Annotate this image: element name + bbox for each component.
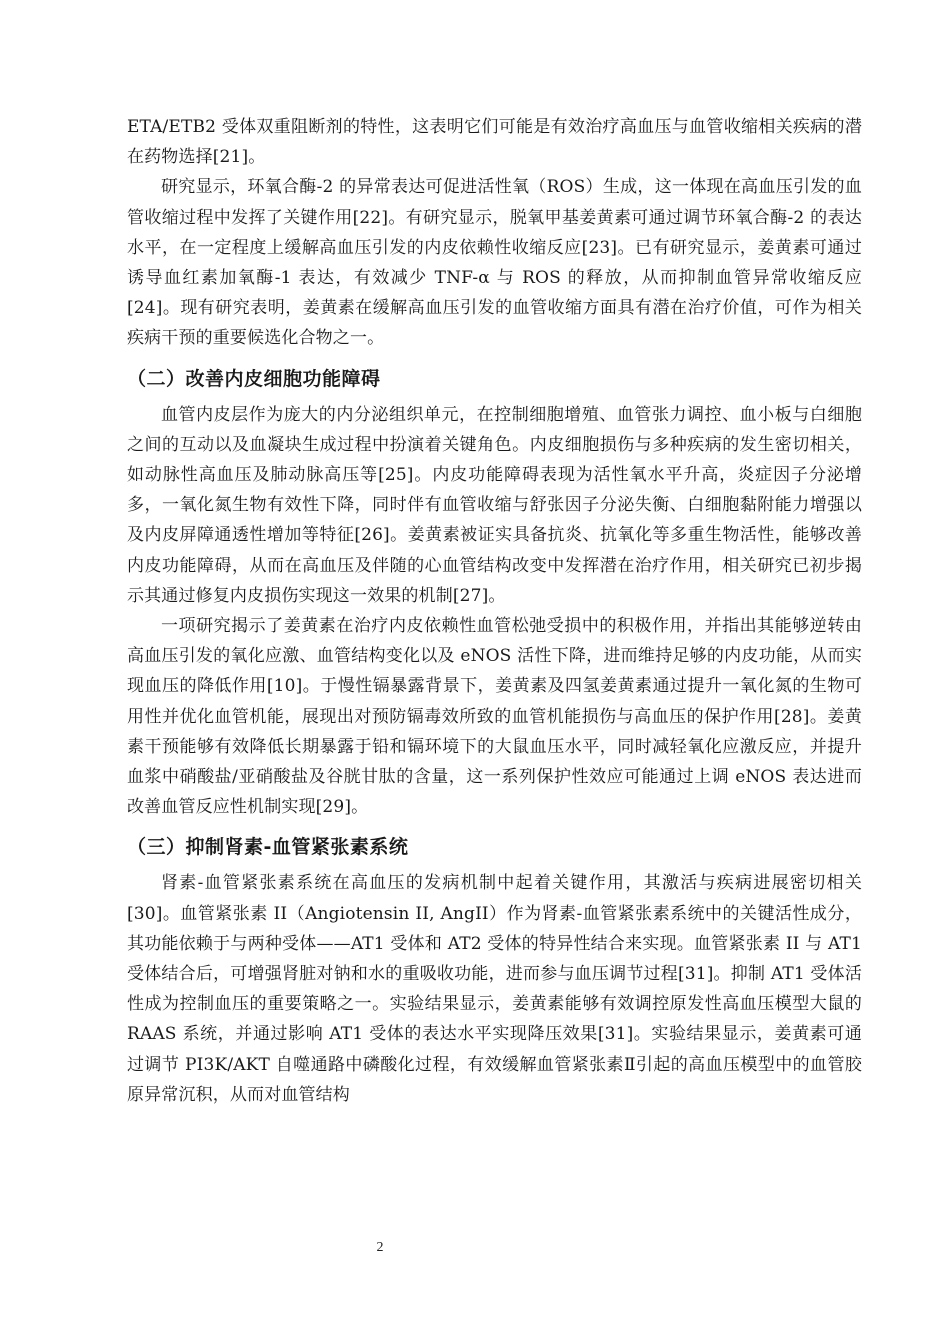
paragraph-enos: 一项研究揭示了姜黄素在治疗内皮依赖性血管松弛受损中的积极作用，并指出其能够逆转由高血压引发的氧化应激、血管结构变化以及 eNOS 活性下降，进而维持足够的内皮功能，从而实现血压的降低作用[10]。于慢性镉暴露背景下，姜黄素及四氢姜黄素通过提升一氧化氮的生物可用性并优化血管机能，展现出对预防镉毒效所致的血管机能损伤与高血压的保护作用[28]。姜黄素干预能够有效降低长期暴露于铅和镉环境下的大鼠血压水平，同时减轻氧化应激反应，并提升血浆中硝酸盐/亚硝酸盐及谷胱甘肽的含量，这一系列保护性效应可能通过上调 eNOS 表达进而改善血管反应性机制实现[29]。 — [127, 616, 862, 818]
page-number: 2 — [376, 1240, 384, 1255]
paragraph-endothelium: 血管内皮层作为庞大的内分泌组织单元，在控制细胞增殖、血管张力调控、血小板与白细胞之间的互动以及血凝块生成过程中扮演着关键角色。内皮细胞损伤与多种疾病的发生密切相关，如动脉性高血压及肺动脉高压等[25]。内皮功能障碍表现为活性氧水平升高，炎症因子分泌增多，一氧化氮生物有效性下降，同时伴有血管收缩与舒张因子分泌失衡、白细胞黏附能力增强以及内皮屏障通透性增加等特征[26]。姜黄素被证实具备抗炎、抗氧化等多重生物活性，能够改善内皮功能障碍，从而在高血压及伴随的心血管结构改变中发挥潜在治疗作用，相关研究已初步揭示其通过修复内皮损伤实现这一效果的机制[27]。 — [127, 404, 862, 606]
paragraph-cox2: 研究显示，环氧合酶-2 的异常表达可促进活性氧（ROS）生成，这一体现在高血压引发的血管收缩过程中发挥了关键作用[22]。有研究显示，脱氧甲基姜黄素可通过调节环氧合酶-2 的表达水平，在一定程度上缓解高血压引发的内皮依赖性收缩反应[23]。已有研究显示，姜黄素可通过诱导血红素加氧酶-1 表达，有效减少 TNF-α 与 ROS 的释放，从而抑制血管异常收缩反应[24]。现有研究表明，姜黄素在缓解高血压引发的血管收缩方面具有潜在治疗价值，可作为相关疾病干预的重要候选化合物之一。 — [127, 177, 862, 349]
document-body — [127, 112, 862, 1110]
paragraph-continuation: ETA/ETB2 受体双重阻断剂的特性，这表明它们可能是有效治疗高血压与血管收缩相关疾病的潜在药物选择[21]。 — [127, 117, 862, 168]
section-heading-raas: （三）抑制肾素-血管紧张素系统 — [127, 836, 409, 859]
section-heading-endothelial: （二）改善内皮细胞功能障碍 — [127, 367, 381, 390]
paragraph-raas: 肾素-血管紧张素系统在高血压的发病机制中起着关键作用，其激活与疾病进展密切相关[30]。血管紧张素 II（Angiotensin II, AngII）作为肾素-血管紧张素系统中的关键活性成分，其功能依赖于与两种受体——AT1 受体和 AT2 受体的特异性结合来实现。血管紧张素 II 与 AT1 受体结合后，可增强肾脏对钠和水的重吸收功能，进而参与血压调节过程[31]。抑制 AT1 受体活性成为控制血压的重要策略之一。实验结果显示，姜黄素能够有效调控原发性高血压模型大鼠的 RAAS 系统，并通过影响 AT1 受体的表达水平实现降压效果[31]。实验结果显示，姜黄素可通过调节 PI3K/AKT 自噬通路中磷酸化过程，有效缓解血管紧张素Ⅱ引起的高血压模型中的血管胶原异常沉积，从而对血管结构 — [127, 873, 862, 1105]
